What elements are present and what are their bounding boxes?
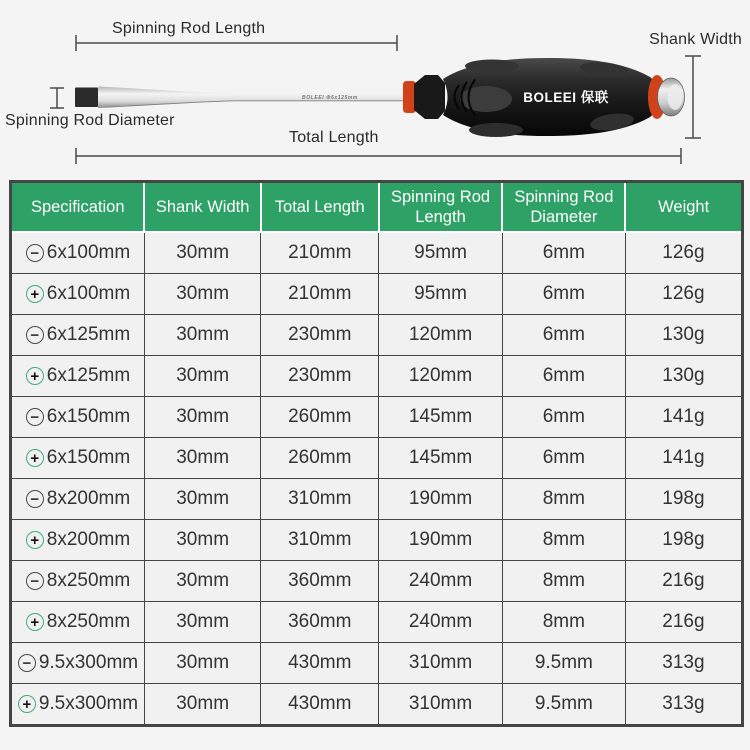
rod-diameter-cell: 6mm [502, 356, 625, 397]
specification-value: 8x200mm [46, 488, 131, 509]
weight-cell: 130g [625, 356, 742, 397]
tip-type-icon: − [26, 408, 44, 426]
shank-width-cell: 30mm [144, 438, 260, 479]
rod-length-cell: 310mm [379, 643, 503, 684]
specification-cell [11, 315, 145, 356]
specification-value: 6x150mm [46, 447, 131, 468]
shank-width-label: Shank Width [649, 31, 742, 48]
total-length-cell: 230mm [261, 356, 379, 397]
total-length-cell: 360mm [261, 561, 379, 602]
total-length-cell: 430mm [261, 643, 379, 684]
rod-length-cell: 120mm [379, 356, 503, 397]
specification-value: 8x200mm [46, 529, 131, 550]
weight-cell: 126g [625, 232, 742, 274]
rod-length-cell: 240mm [379, 602, 503, 643]
rod-diameter-cell: 6mm [502, 438, 625, 479]
screwdriver-flat-tip [75, 88, 98, 108]
specification-cell [11, 561, 145, 602]
rod-diameter-cell: 9.5mm [502, 684, 625, 726]
total-length-cell: 210mm [261, 274, 379, 315]
tip-type-icon: − [26, 490, 44, 508]
specification-value: 9.5x300mm [38, 693, 139, 714]
table-row [11, 315, 743, 356]
shank-width-cell: 30mm [144, 643, 260, 684]
screwdriver-shaft [98, 87, 412, 108]
rod-length-cell: 95mm [379, 274, 503, 315]
weight-cell: 313g [625, 684, 742, 726]
table-row [11, 232, 743, 274]
table-row [11, 479, 743, 520]
total-length-label: Total Length [289, 129, 379, 146]
weight-cell: 141g [625, 438, 742, 479]
specification-cell [11, 397, 145, 438]
table-row [11, 561, 743, 602]
specification-cell [11, 643, 145, 684]
shank-width-cell: 30mm [144, 356, 260, 397]
weight-cell: 141g [625, 397, 742, 438]
specification-cell [11, 602, 145, 643]
specification-cell [11, 356, 145, 397]
col-header-specification: Specification [11, 182, 145, 233]
weight-cell: 216g [625, 602, 742, 643]
table-row [11, 356, 743, 397]
total-length-cell: 430mm [261, 684, 379, 726]
specification-value: 6x100mm [46, 283, 131, 304]
spec-table [9, 180, 744, 727]
tip-type-icon: + [26, 531, 44, 549]
rod-diameter-cell: 8mm [502, 602, 625, 643]
weight-cell: 216g [625, 561, 742, 602]
tip-type-icon: − [26, 326, 44, 344]
table-row [11, 274, 743, 315]
rod-diameter-cell: 9.5mm [502, 643, 625, 684]
hex-bolster [414, 75, 445, 119]
handle-brand-text: BOLEEI 保联 [523, 90, 609, 105]
total-length-cell: 230mm [261, 315, 379, 356]
shank-width-cell: 30mm [144, 232, 260, 274]
shank-width-cell: 30mm [144, 684, 260, 726]
rod-length-cell: 120mm [379, 315, 503, 356]
spinning-rod-length-label: Spinning Rod Length [112, 20, 266, 37]
shaft-marking-text: BOLEEI Φ6x125mm [302, 94, 358, 101]
specification-cell [11, 232, 145, 274]
specification-cell [11, 438, 145, 479]
tip-type-icon: − [26, 244, 44, 262]
weight-cell: 126g [625, 274, 742, 315]
total-length-cell: 260mm [261, 438, 379, 479]
rod-diameter-cell: 6mm [502, 315, 625, 356]
rod-length-cell: 190mm [379, 520, 503, 561]
shank-width-cell: 30mm [144, 602, 260, 643]
specification-cell [11, 274, 145, 315]
rod-diameter-cell: 6mm [502, 274, 625, 315]
shank-width-cell: 30mm [144, 397, 260, 438]
shank-width-cell: 30mm [144, 315, 260, 356]
weight-cell: 130g [625, 315, 742, 356]
specification-cell [11, 520, 145, 561]
specification-cell [11, 479, 145, 520]
rod-length-cell: 145mm [379, 397, 503, 438]
shank-width-cell: 30mm [144, 520, 260, 561]
specification-value: 6x125mm [46, 324, 131, 345]
rod-length-cell: 145mm [379, 438, 503, 479]
shank-width-cell: 30mm [144, 479, 260, 520]
specification-value: 8x250mm [46, 611, 131, 632]
tip-type-icon: + [26, 613, 44, 631]
specification-value: 9.5x300mm [38, 652, 139, 673]
tip-type-icon: − [26, 572, 44, 590]
col-header-spinning-rod-length: Spinning Rod Length [379, 182, 503, 233]
col-header-weight: Weight [625, 182, 742, 233]
total-length-cell: 260mm [261, 397, 379, 438]
table-row [11, 438, 743, 479]
weight-cell: 313g [625, 643, 742, 684]
total-length-cell: 360mm [261, 602, 379, 643]
col-header-total-length: Total Length [261, 182, 379, 233]
shank-width-cell: 30mm [144, 561, 260, 602]
cap-highlight [668, 84, 683, 110]
tip-type-icon: + [26, 367, 44, 385]
specification-value: 6x150mm [46, 406, 131, 427]
tip-type-icon: + [18, 695, 36, 713]
screwdriver-diagram [0, 0, 750, 172]
specification-value: 8x250mm [46, 570, 131, 591]
rod-diameter-cell: 8mm [502, 520, 625, 561]
table-row [11, 397, 743, 438]
rod-length-cell: 95mm [379, 232, 503, 274]
rod-length-cell: 240mm [379, 561, 503, 602]
weight-cell: 198g [625, 520, 742, 561]
rod-length-cell: 190mm [379, 479, 503, 520]
table-row [11, 643, 743, 684]
tip-type-icon: − [18, 654, 36, 672]
shank-width-cell: 30mm [144, 274, 260, 315]
spinning-rod-diameter-label: Spinning Rod Diameter [5, 112, 175, 129]
tip-type-icon: + [26, 285, 44, 303]
col-header-spinning-rod-diameter: Spinning Rod Diameter [502, 182, 625, 233]
specification-value: 6x100mm [46, 242, 131, 263]
total-length-cell: 310mm [261, 479, 379, 520]
rod-diameter-cell: 6mm [502, 232, 625, 274]
rod-length-cell: 310mm [379, 684, 503, 726]
rod-diameter-cell: 8mm [502, 479, 625, 520]
spec-table-body [11, 232, 743, 726]
tip-type-icon: + [26, 449, 44, 467]
specification-value: 6x125mm [46, 365, 131, 386]
weight-cell: 198g [625, 479, 742, 520]
total-length-cell: 310mm [261, 520, 379, 561]
rod-diameter-cell: 8mm [502, 561, 625, 602]
col-header-shank-width: Shank Width [144, 182, 260, 233]
table-row [11, 520, 743, 561]
rod-diameter-cell: 6mm [502, 397, 625, 438]
total-length-cell: 210mm [261, 232, 379, 274]
spec-table-header [11, 182, 743, 233]
table-row [11, 602, 743, 643]
table-row [11, 684, 743, 726]
specification-cell [11, 684, 145, 726]
